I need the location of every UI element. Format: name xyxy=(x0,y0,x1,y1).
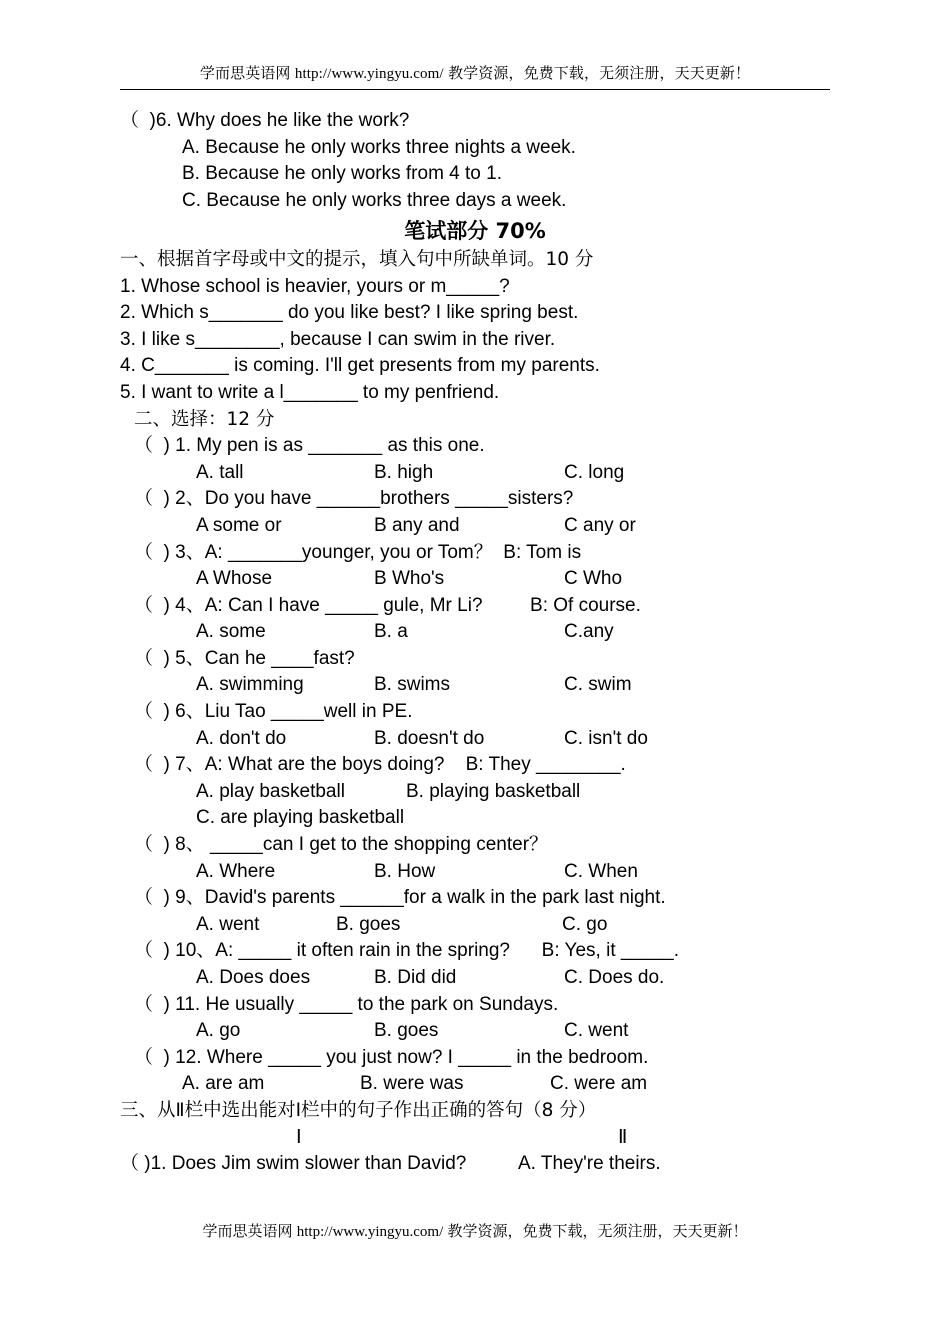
option-c[interactable]: C.any xyxy=(564,621,614,643)
part-two-q1-stem: （ ) 1. My pen is as _______ as this one. xyxy=(134,435,485,457)
part-two-q7-stem: （ ) 7、A: What are the boys doing? B: They ________. xyxy=(134,754,626,776)
listening-q6-option-c: C. Because he only works three days a week. xyxy=(182,189,567,211)
part-one-item-1: 1. Whose school is heavier, yours or m_____? xyxy=(120,275,510,297)
option-c[interactable]: C. When xyxy=(564,860,638,882)
option-a[interactable]: A. tall xyxy=(196,461,244,483)
footer-tagline: 教学资源，免费下载，无须注册，天天更新！ xyxy=(447,1222,748,1240)
option-b[interactable]: B. playing basketball xyxy=(406,780,581,802)
option-a[interactable]: A. Does does xyxy=(196,967,311,988)
part-two-q1-options xyxy=(120,460,830,487)
column-label-2: Ⅱ xyxy=(618,1126,628,1148)
option-b[interactable]: B Who's xyxy=(374,568,445,590)
part-two-q8-stem: （ ) 8、 _____can I get to the shopping center？ xyxy=(134,834,549,856)
part-two-q9-stem: （ ) 9、David's parents ______for a walk in the park last night. xyxy=(134,887,666,909)
option-c[interactable]: C. go xyxy=(562,913,608,935)
option-a[interactable]: A. are am xyxy=(182,1073,265,1095)
option-b[interactable]: B. goes xyxy=(374,1020,439,1042)
match-right-1[interactable]: A. They're theirs. xyxy=(518,1153,661,1175)
option-b[interactable]: B. doesn't do xyxy=(374,727,485,749)
part-two-q6-stem: （ ) 6、Liu Tao _____well in PE. xyxy=(134,701,413,723)
part-one-item-3: 3. I like s________, because I can swim in the river. xyxy=(120,328,556,350)
part-two-q10-stem: （ ) 10、A: _____ it often rain in the spring? B: Yes, it _____. xyxy=(134,940,679,962)
part-two-q4-options xyxy=(120,619,830,646)
option-c[interactable]: C Who xyxy=(564,568,623,590)
part-two-q3-stem: （ ) 3、A: _______younger, you or Tom？ B: Tom is xyxy=(134,541,582,563)
option-b[interactable]: B. were was xyxy=(360,1073,464,1095)
option-a[interactable]: A. went xyxy=(196,913,260,935)
part-two-q12-stem: （ ) 12. Where _____ you just now? I _____ in the bedroom. xyxy=(134,1046,649,1068)
option-a[interactable]: A. play basketball xyxy=(196,780,345,802)
option-c[interactable]: C. were am xyxy=(550,1073,648,1095)
option-a[interactable]: A. some xyxy=(196,621,266,643)
part-two-q12-options xyxy=(120,1071,830,1098)
part-two-q8-options xyxy=(120,859,830,886)
option-c[interactable]: C. long xyxy=(564,461,625,483)
part-two-q2-stem: （ ) 2、Do you have ______brothers _____sisters? xyxy=(134,488,574,510)
part-two-q5-stem: （ ) 5、Can he ____fast? xyxy=(134,647,355,669)
option-a[interactable]: A Whose xyxy=(196,568,273,590)
option-b[interactable]: B. a xyxy=(374,621,408,643)
part-three-heading: 三、从Ⅱ栏中选出能对Ⅰ栏中的句子作出正确的答句（8 分） xyxy=(120,1099,597,1121)
option-b[interactable]: B. goes xyxy=(336,913,401,935)
listening-q6-option-b: B. Because he only works from 4 to 1. xyxy=(182,163,502,185)
part-one-item-2: 2. Which s_______ do you like best? I like spring best. xyxy=(120,302,579,324)
header-url[interactable]: http://www.yingyu.com/ xyxy=(294,66,444,82)
written-section-title: 笔试部分 70% xyxy=(404,219,546,244)
part-two-q5-options xyxy=(120,672,830,699)
part-two-q9-options xyxy=(120,912,830,939)
part-one-item-5: 5. I want to write a l_______ to my penfriend. xyxy=(120,381,500,403)
part-two-q11-stem: （ ) 11. He usually _____ to the park on Sundays. xyxy=(134,993,559,1015)
option-b[interactable]: B. How xyxy=(374,860,436,882)
option-c[interactable]: C. swim xyxy=(564,674,632,696)
part-two-q2-options xyxy=(120,513,830,540)
page-footer xyxy=(0,1220,950,1241)
footer-url[interactable]: http://www.yingyu.com/ xyxy=(296,1224,444,1240)
part-two-q3-options xyxy=(120,566,830,593)
document-body xyxy=(120,90,830,1178)
option-b[interactable]: B. swims xyxy=(374,674,450,696)
part-two-q11-options xyxy=(120,1018,830,1045)
option-c[interactable]: C. went xyxy=(564,1020,629,1042)
header-tagline: 教学资源，免费下载，无须注册，天天更新！ xyxy=(448,64,751,82)
option-b[interactable]: B. high xyxy=(374,461,434,483)
listening-question-6: （ )6. Why does he like the work? xyxy=(120,110,410,131)
part-two-q7-option-c[interactable]: C. are playing basketball xyxy=(196,807,405,829)
part-three-row-1 xyxy=(120,1151,830,1178)
option-a[interactable]: A. don't do xyxy=(196,727,287,749)
option-b[interactable]: B. Did did xyxy=(374,967,457,988)
option-c[interactable]: C any or xyxy=(564,514,636,536)
part-one-heading: 一、根据首字母或中文的提示，填入句中所缺单词。10 分 xyxy=(120,248,594,270)
option-a[interactable]: A. go xyxy=(196,1020,241,1042)
part-two-heading: 二、选择：12 分 xyxy=(134,408,275,430)
footer-site-name: 学而思英语网 xyxy=(202,1222,293,1240)
header-site-name: 学而思英语网 xyxy=(199,64,291,82)
part-two-q4-stem: （ ) 4、A: Can I have _____ gule, Mr Li? B: Of course. xyxy=(134,594,641,616)
column-label-1: Ⅰ xyxy=(296,1126,302,1148)
option-a[interactable]: A some or xyxy=(196,514,282,536)
option-a[interactable]: A. Where xyxy=(196,860,276,882)
match-left-1[interactable]: （ )1. Does Jim swim slower than David? xyxy=(120,1153,467,1175)
part-two-q10-options xyxy=(120,965,830,992)
part-three-column-labels xyxy=(120,1125,830,1152)
part-two-q7-options xyxy=(120,779,830,806)
page-header xyxy=(120,0,830,90)
option-c[interactable]: C. Does do. xyxy=(564,967,665,988)
option-a[interactable]: A. swimming xyxy=(196,674,304,696)
option-c[interactable]: C. isn't do xyxy=(564,727,648,749)
part-one-item-4: 4. C_______ is coming. I'll get presents from my parents. xyxy=(120,355,600,377)
part-two-q6-options xyxy=(120,726,830,753)
listening-q6-option-a: A. Because he only works three nights a week. xyxy=(182,136,576,158)
option-b[interactable]: B any and xyxy=(374,514,460,536)
